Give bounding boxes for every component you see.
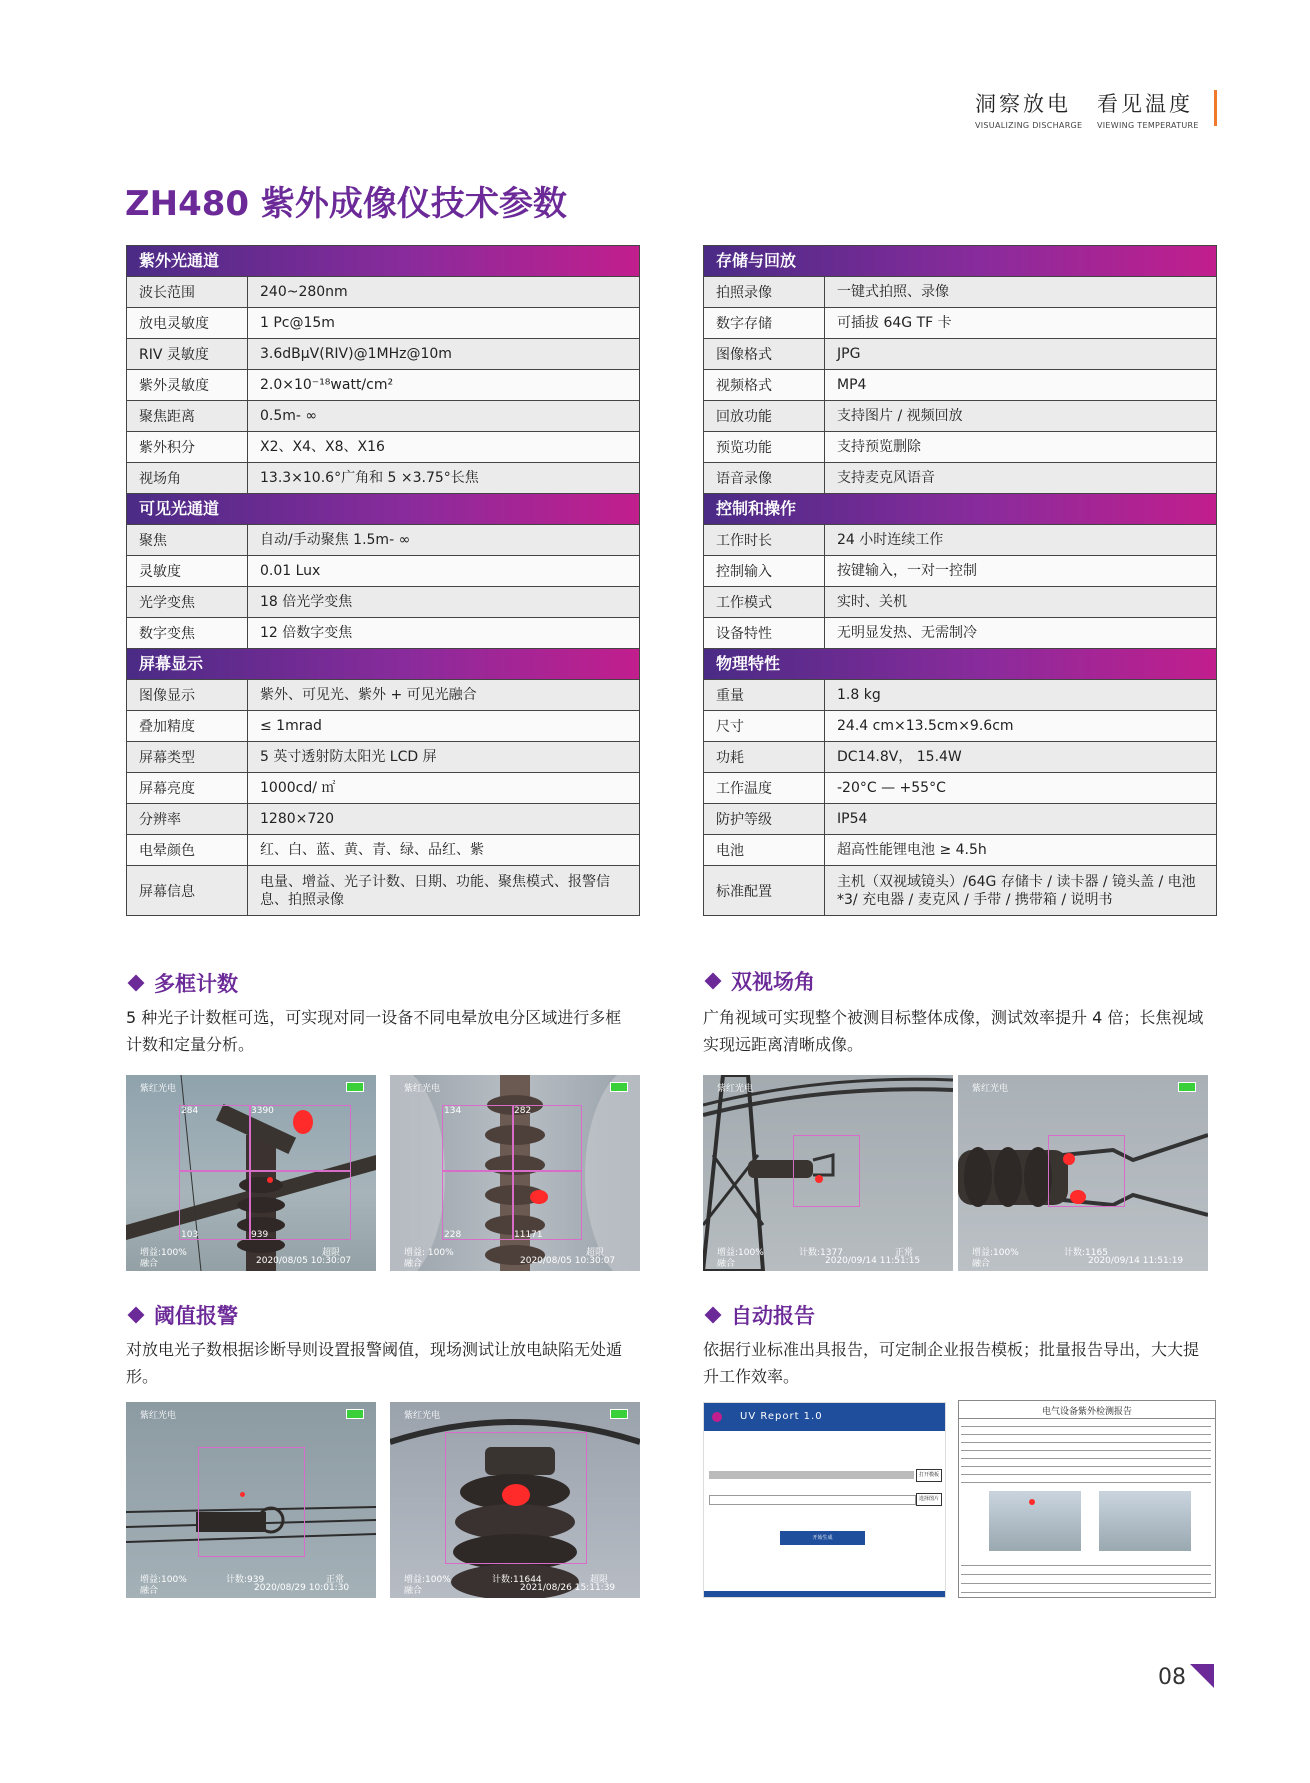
table-row — [127, 773, 639, 804]
page-number: 08 — [1158, 1665, 1186, 1690]
battery-icon — [346, 1409, 364, 1419]
open-template-button[interactable]: 打开模板 — [916, 1469, 942, 1482]
spec-value: 实时、关机 — [837, 594, 907, 610]
table-row — [127, 525, 639, 556]
table-row — [704, 742, 1216, 773]
spec-value: JPG — [837, 346, 861, 362]
generate-button[interactable]: 开始生成 — [780, 1531, 865, 1545]
spec-value: 无明显发热、无需制冷 — [837, 625, 977, 641]
feature-desc-multi-frame: 5 种光子计数框可选，可实现对同一设备不同电晕放电分区域进行多框计数和定量分析。 — [126, 1008, 622, 1054]
spec-value: DC14.8V， 15.4W — [837, 749, 962, 765]
table-row — [704, 401, 1216, 432]
app-logo-icon — [712, 1412, 722, 1422]
spec-value: 电量、增益、光子计数、日期、功能、聚焦模式、报警信息、拍照录像 — [260, 873, 610, 908]
spec-value: 18 倍光学变焦 — [260, 594, 353, 610]
spec-label: 回放功能 — [704, 401, 825, 431]
spec-label: 屏幕类型 — [127, 742, 248, 772]
uv-image-tele-view: 紫红光电 增益:100% 融合 计数:1165 2020/09/14 11:51:19 — [958, 1075, 1208, 1271]
spec-label: 灵敏度 — [127, 556, 248, 586]
spec-label: 工作模式 — [704, 587, 825, 617]
spec-label: 图像显示 — [127, 680, 248, 710]
table-section-header: 屏幕显示 — [127, 649, 639, 680]
feature-desc-dual-view: 广角视域可实现整个被测目标整体成像，测试效率提升 4 倍；长焦视域实现远距离清晰成像。 — [703, 1008, 1204, 1054]
spec-value: 0.5m- ∞ — [260, 408, 318, 424]
spec-label: 放电灵敏度 — [127, 308, 248, 338]
uv-image-threshold-2: 紫红光电 增益:100% 融合 计数:11644 超限 2021/08/26 15:11:39 — [390, 1402, 640, 1598]
spec-value: 按键输入，一对一控制 — [837, 563, 977, 579]
spec-value: 主机（双视域镜头）/64G 存储卡 / 读卡器 / 镜头盖 / 电池 *3/ 充电器 / 麦克风 / 手带 / 携带箱 / 说明书 — [837, 873, 1196, 908]
spec-label: 防护等级 — [704, 804, 825, 834]
feature-title-multi-frame: 多框计数 — [126, 968, 238, 998]
table-row — [704, 525, 1216, 556]
spec-value: 13.3×10.6°广角和 5 ×3.75°长焦 — [260, 470, 479, 486]
spec-value: 红、白、蓝、黄、青、绿、品红、紫 — [260, 842, 484, 858]
spec-value: 2.0×10⁻¹⁸watt/cm² — [260, 377, 394, 393]
table-section-header: 控制和操作 — [704, 494, 1216, 525]
table-row — [704, 804, 1216, 835]
spec-label: 聚焦距离 — [127, 401, 248, 431]
table-row — [704, 773, 1216, 804]
spec-label: 聚焦 — [127, 525, 248, 555]
spec-label: 预览功能 — [704, 432, 825, 462]
spec-value: 1.8 kg — [837, 687, 881, 703]
report-footer-bar — [704, 1591, 945, 1597]
spec-value: 5 英寸透射防太阳光 LCD 屏 — [260, 749, 437, 765]
table-row — [127, 804, 639, 835]
table-section-header: 物理特性 — [704, 649, 1216, 680]
select-image-button[interactable]: 选择图片 — [916, 1493, 942, 1506]
header-slogan — [975, 88, 1215, 132]
spec-value: 支持麦克风语音 — [837, 470, 935, 486]
table-section-header: 存储与回放 — [704, 246, 1216, 277]
report-titlebar — [704, 1403, 945, 1431]
table-row — [127, 277, 639, 308]
table-row — [704, 463, 1216, 494]
spec-value: 1280×720 — [260, 811, 335, 827]
table-row — [704, 432, 1216, 463]
spec-value: X2、X4、X8、X16 — [260, 439, 385, 455]
spec-label: 叠加精度 — [127, 711, 248, 741]
spec-value: 自动/手动聚焦 1.5m- ∞ — [260, 532, 411, 548]
spec-label: 工作温度 — [704, 773, 825, 803]
table-row — [127, 339, 639, 370]
spec-label: 图像格式 — [704, 339, 825, 369]
spec-value: ≤ 1mrad — [260, 718, 322, 734]
spec-label: 数字存储 — [704, 308, 825, 338]
spec-value: 超高性能锂电池 ≥ 4.5h — [837, 842, 987, 858]
spec-value: 24.4 cm×13.5cm×9.6cm — [837, 718, 1014, 734]
diamond-icon — [128, 1307, 145, 1324]
table-row — [127, 370, 639, 401]
feature-desc-report: 依据行业标准出具报告，可定制企业报告模板；批量报告导出，大大提升工作效率。 — [703, 1340, 1200, 1386]
table-row — [704, 556, 1216, 587]
uv-image-threshold-1: 紫红光电 增益:100% 融合 计数:939 正常 2020/08/29 10:01:30 — [126, 1402, 376, 1598]
spec-value: -20°C — +55°C — [837, 780, 946, 796]
table-row — [704, 711, 1216, 742]
feature-desc-threshold: 对放电光子数根据诊断导则设置报警阈值，现场测试让放电缺陷无处遁形。 — [126, 1340, 623, 1386]
table-row — [704, 680, 1216, 711]
spec-value: 1000cd/ ㎡ — [260, 780, 336, 796]
spec-label: 设备特性 — [704, 618, 825, 648]
report-document-preview — [958, 1400, 1216, 1598]
diamond-icon — [128, 975, 145, 992]
spec-value: 支持图片 / 视频回放 — [837, 408, 963, 424]
spec-value: 1 Pc@15m — [260, 315, 335, 331]
table-row — [127, 556, 639, 587]
spec-value: 24 小时连续工作 — [837, 532, 944, 548]
table-row — [127, 432, 639, 463]
table-row — [704, 277, 1216, 308]
template-path-field[interactable] — [709, 1471, 914, 1479]
feature-title-threshold: 阈值报警 — [126, 1300, 238, 1330]
slogan-en-2: VIEWING TEMPERATURE — [1097, 121, 1199, 130]
table-row — [704, 339, 1216, 370]
spec-value: IP54 — [837, 811, 868, 827]
table-row — [704, 618, 1216, 649]
spec-label: 语音录像 — [704, 463, 825, 493]
table-row — [127, 587, 639, 618]
feature-title-report: 自动报告 — [703, 1300, 815, 1330]
battery-icon — [610, 1409, 628, 1419]
slogan-cn-2: 看见温度 — [1097, 92, 1193, 116]
spec-value: 支持预览删除 — [837, 439, 921, 455]
report-app-title: UV Report 1.0 — [740, 1411, 823, 1422]
spec-label: 视场角 — [127, 463, 248, 493]
image-path-field[interactable] — [709, 1495, 916, 1505]
table-row — [127, 711, 639, 742]
slogan-cn-1: 洞察放电 — [975, 92, 1071, 116]
spec-table-right — [703, 245, 1217, 916]
spec-value: 3.6dBμV(RIV)@1MHz@10m — [260, 346, 452, 362]
table-row — [704, 587, 1216, 618]
table-row — [127, 308, 639, 339]
table-row — [127, 401, 639, 432]
report-info-table — [961, 1419, 1211, 1485]
spec-label: 屏幕亮度 — [127, 773, 248, 803]
battery-icon — [1178, 1082, 1196, 1092]
spec-label: RIV 灵敏度 — [127, 339, 248, 369]
spec-table-left — [126, 245, 640, 916]
spec-label: 尺寸 — [704, 711, 825, 741]
spec-label: 数字变焦 — [127, 618, 248, 648]
table-section-header: 紫外光通道 — [127, 246, 639, 277]
uv-image-wide-view: 紫红光电 增益:100% 融合 计数:1377 正常 2020/09/14 11:51:15 — [703, 1075, 953, 1271]
corner-triangle-icon — [1190, 1664, 1214, 1688]
spec-label: 视频格式 — [704, 370, 825, 400]
spec-label: 紫外积分 — [127, 432, 248, 462]
spec-label: 电晕颜色 — [127, 835, 248, 865]
spec-value: 240~280nm — [260, 284, 348, 300]
table-row — [704, 835, 1216, 866]
spec-label: 重量 — [704, 680, 825, 710]
spec-label: 标准配置 — [704, 866, 825, 915]
spec-label: 拍照录像 — [704, 277, 825, 307]
spec-value: 一键式拍照、录像 — [837, 284, 949, 300]
battery-icon — [346, 1082, 364, 1092]
report-doc-title: 电气设备紫外检测报告 — [959, 1401, 1215, 1419]
spec-value: 紫外、可见光、紫外 + 可见光融合 — [260, 687, 477, 703]
page-title: ZH480 紫外成像仪技术参数 — [125, 184, 567, 224]
spec-value: 可插拔 64G TF 卡 — [837, 315, 952, 331]
table-row — [127, 866, 639, 916]
battery-icon — [610, 1082, 628, 1092]
table-row — [704, 370, 1216, 401]
table-row — [127, 835, 639, 866]
spec-label: 屏幕信息 — [127, 866, 248, 915]
report-photo-2 — [1099, 1491, 1191, 1551]
table-row — [704, 308, 1216, 339]
uv-image-multi-frame-2: 紫红光电 134 282 228 11171 增益: 100% 融合 超限 2020/08/05 10:30:07 — [390, 1075, 640, 1271]
spec-label: 紫外灵敏度 — [127, 370, 248, 400]
feature-title-dual-view: 双视场角 — [703, 966, 815, 996]
spec-label: 功耗 — [704, 742, 825, 772]
uv-image-multi-frame-1: 紫红光电 284 3390 103 939 增益:100% 融合 超限 2020/08/05 10:30:07 — [126, 1075, 376, 1271]
diamond-icon — [705, 1307, 722, 1324]
table-row — [704, 866, 1216, 916]
slogan-en-1: VISUALIZING DISCHARGE — [975, 121, 1083, 130]
header-accent-bar — [1214, 90, 1217, 126]
table-row — [127, 618, 639, 649]
report-photo-1 — [989, 1491, 1081, 1551]
spec-label: 控制输入 — [704, 556, 825, 586]
table-row — [127, 680, 639, 711]
table-row — [127, 742, 639, 773]
spec-label: 波长范围 — [127, 277, 248, 307]
spec-value: 12 倍数字变焦 — [260, 625, 353, 641]
report-software-screenshot — [703, 1402, 946, 1598]
report-conclusion-table — [961, 1557, 1211, 1595]
table-section-header: 可见光通道 — [127, 494, 639, 525]
spec-value: MP4 — [837, 377, 867, 393]
spec-value: 0.01 Lux — [260, 563, 321, 579]
spec-label: 光学变焦 — [127, 587, 248, 617]
spec-label: 电池 — [704, 835, 825, 865]
spec-label: 分辨率 — [127, 804, 248, 834]
diamond-icon — [705, 973, 722, 990]
table-row — [127, 463, 639, 494]
spec-label: 工作时长 — [704, 525, 825, 555]
